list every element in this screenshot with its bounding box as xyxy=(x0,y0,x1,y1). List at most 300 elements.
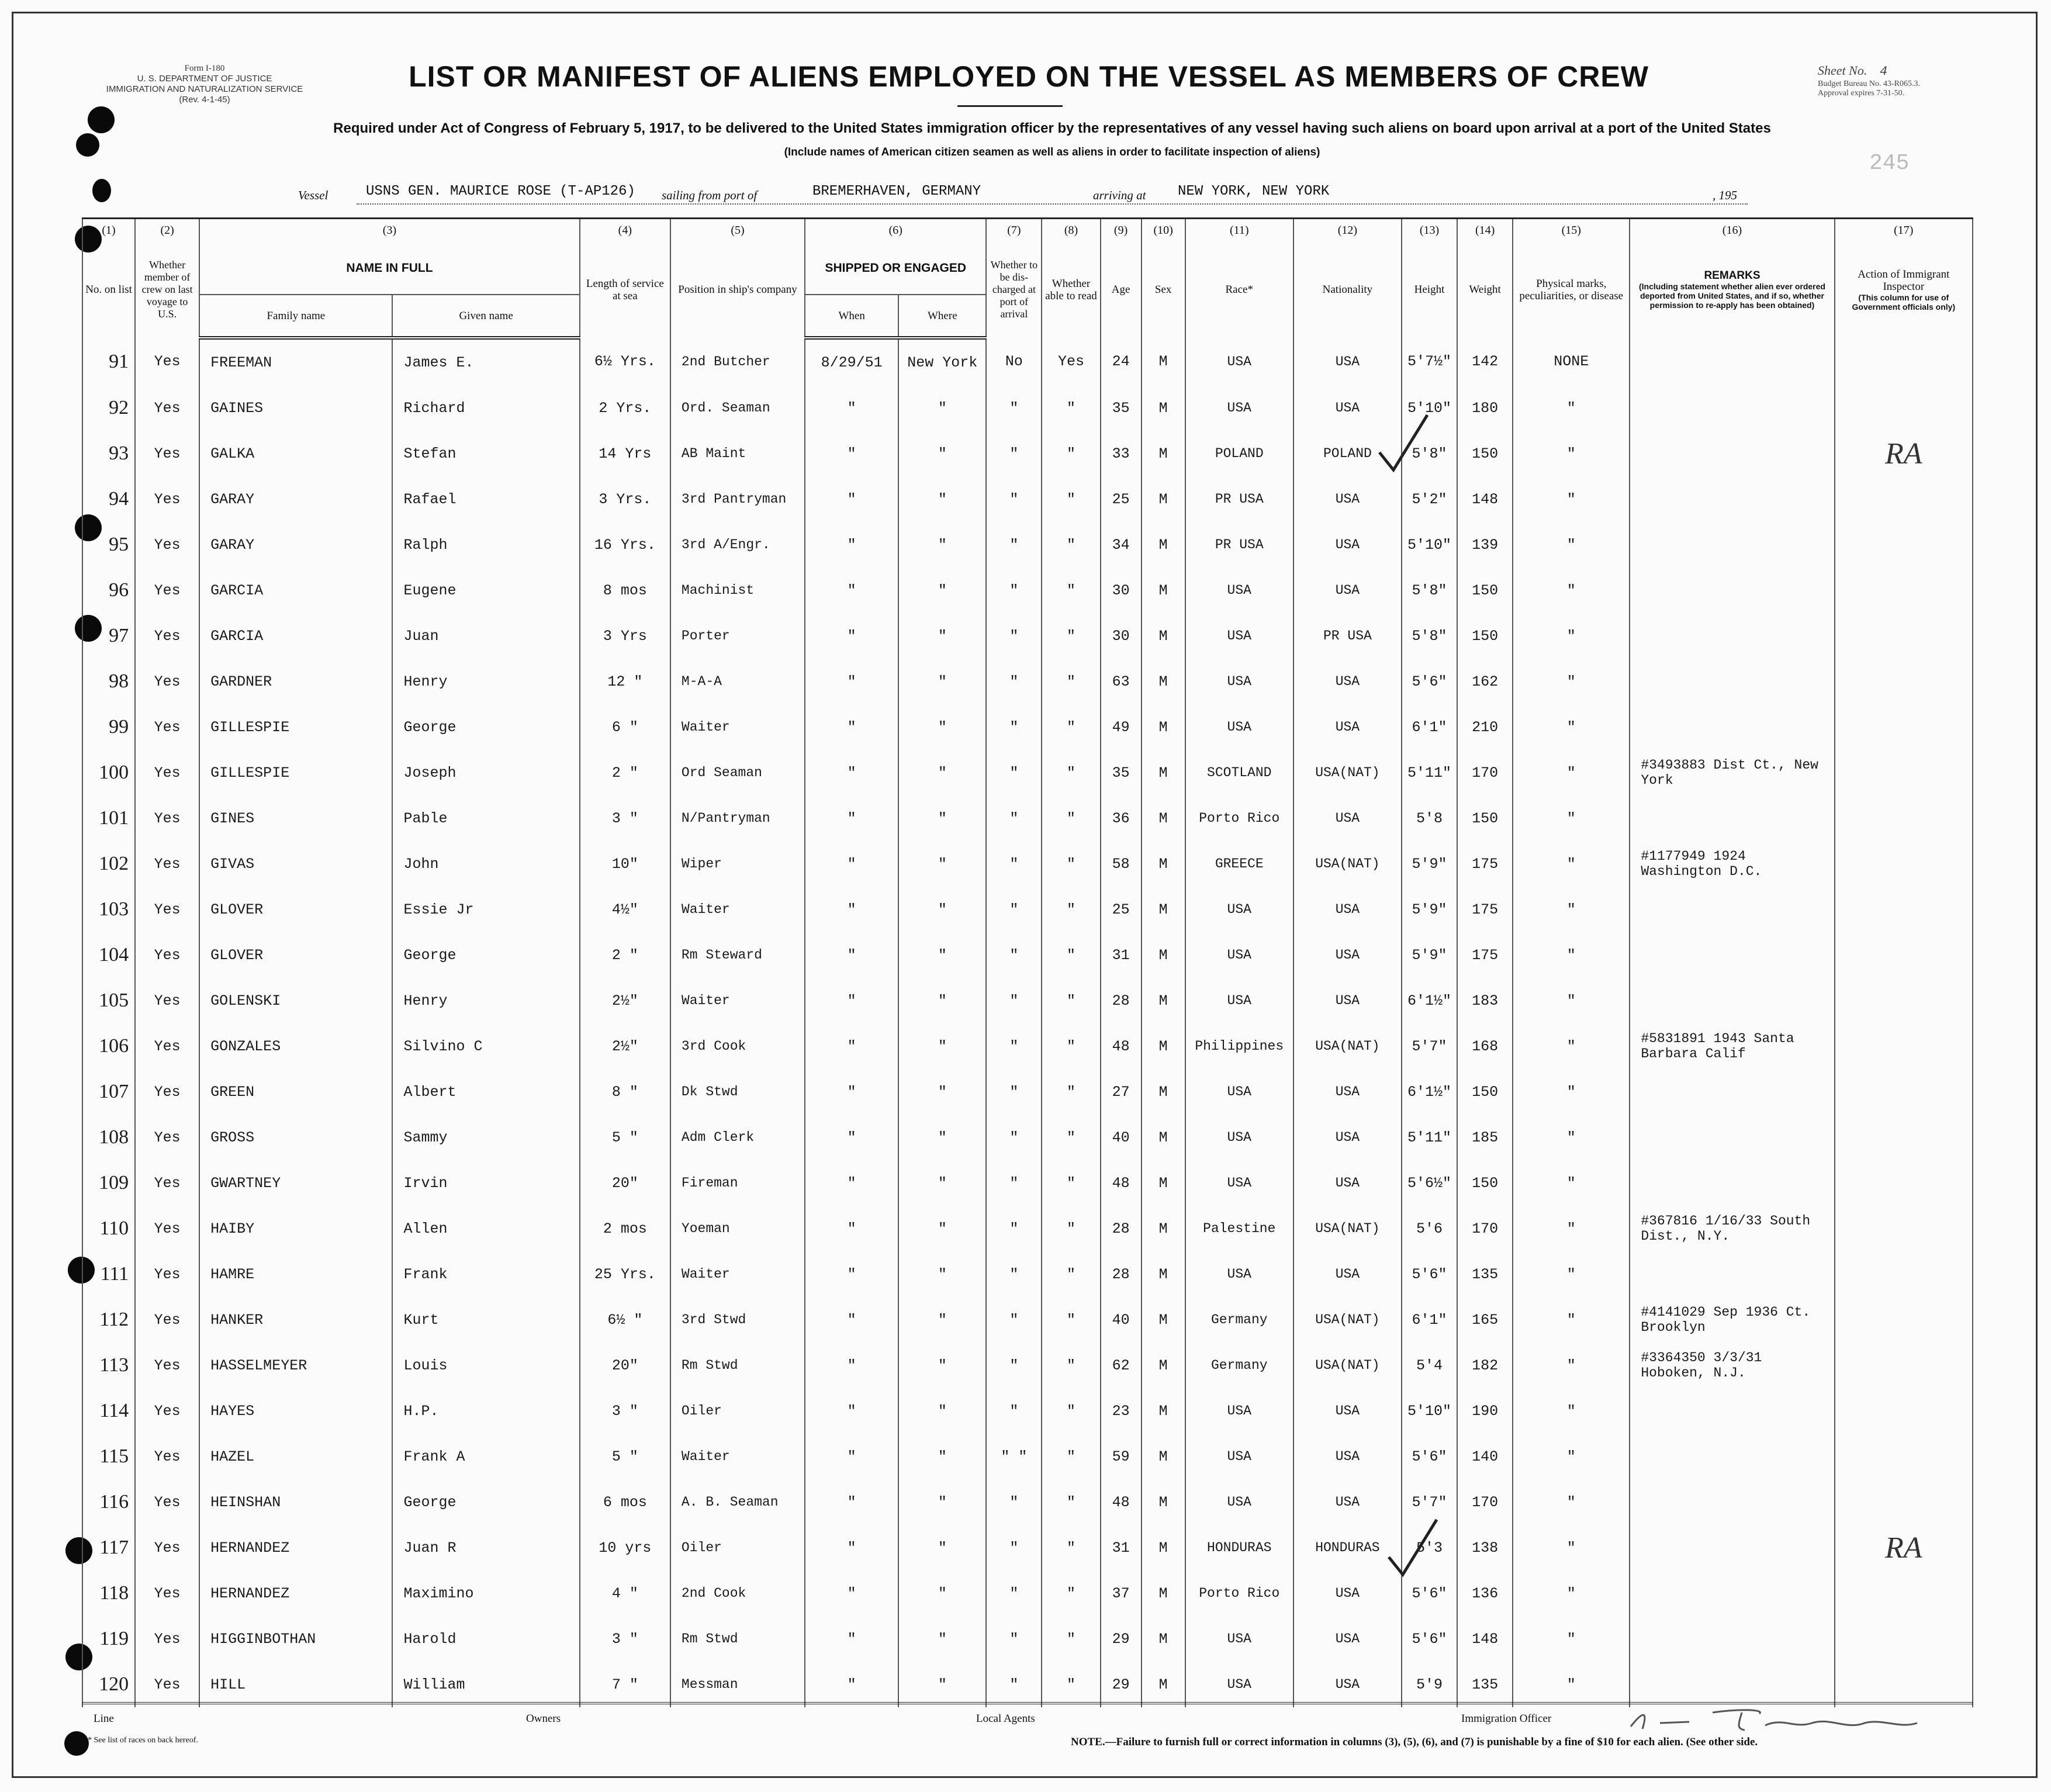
sailing-label: sailing from port of xyxy=(662,188,758,202)
cell-position: Oiler xyxy=(670,1388,805,1434)
cell-discharged: " xyxy=(986,1525,1042,1570)
cell-physical-marks: " xyxy=(1513,385,1630,431)
cell-shipped-where: " xyxy=(898,522,986,568)
cell-inspector-action xyxy=(1835,1570,1973,1616)
table-row xyxy=(82,887,1973,932)
cell-able-to-read: " xyxy=(1042,522,1100,568)
cell-last-voyage: Yes xyxy=(135,613,199,659)
cell-row-number: 109 xyxy=(82,1160,135,1206)
cell-age: 31 xyxy=(1101,932,1142,978)
table-row xyxy=(82,522,1973,568)
cell-age: 28 xyxy=(1101,1251,1142,1297)
cell-given-name: John xyxy=(392,841,579,887)
cell-shipped-where: " xyxy=(898,1160,986,1206)
cell-weight: 150 xyxy=(1457,1160,1513,1206)
table-row xyxy=(82,841,1973,887)
cell-position: Ord. Seaman xyxy=(670,385,805,431)
table-row xyxy=(82,704,1973,750)
cell-weight: 139 xyxy=(1457,522,1513,568)
table-row xyxy=(82,1297,1973,1343)
officer-signature xyxy=(1625,1705,1929,1735)
cell-able-to-read: " xyxy=(1042,1297,1100,1343)
cell-sex: M xyxy=(1142,613,1185,659)
cell-sex: M xyxy=(1142,1388,1185,1434)
cell-physical-marks: " xyxy=(1513,522,1630,568)
cell-race: USA xyxy=(1185,1434,1293,1479)
cell-remarks xyxy=(1630,385,1834,431)
cell-remarks xyxy=(1630,887,1834,932)
cell-inspector-action xyxy=(1835,750,1973,795)
cell-discharged: " xyxy=(986,1206,1042,1251)
cell-position: Waiter xyxy=(670,978,805,1023)
cell-shipped-when: " xyxy=(805,1115,898,1160)
cell-discharged: " " xyxy=(986,1434,1042,1479)
cell-height: 5'7½" xyxy=(1402,338,1457,385)
header-weight: Weight xyxy=(1457,241,1513,338)
col-num: (14) xyxy=(1457,219,1513,242)
cell-discharged: " xyxy=(986,476,1042,522)
cell-weight: 170 xyxy=(1457,1206,1513,1251)
cell-shipped-where: " xyxy=(898,1616,986,1662)
cell-inspector-action xyxy=(1835,385,1973,431)
cell-height: 5'6" xyxy=(1402,1434,1457,1479)
cell-family-name: HAYES xyxy=(199,1388,392,1434)
cell-discharged: " xyxy=(986,978,1042,1023)
cell-able-to-read: " xyxy=(1042,932,1100,978)
cell-able-to-read: " xyxy=(1042,568,1100,613)
cell-remarks xyxy=(1630,1662,1834,1707)
cell-shipped-when: " xyxy=(805,568,898,613)
cell-physical-marks: " xyxy=(1513,1297,1630,1343)
cell-length-of-service: 12 " xyxy=(580,659,670,704)
cell-last-voyage: Yes xyxy=(135,431,199,476)
punch-hole xyxy=(88,106,115,133)
cell-last-voyage: Yes xyxy=(135,1206,199,1251)
cell-weight: 165 xyxy=(1457,1297,1513,1343)
cell-given-name: Joseph xyxy=(392,750,579,795)
cell-physical-marks: " xyxy=(1513,932,1630,978)
table-row xyxy=(82,385,1973,431)
cell-height: 5'7" xyxy=(1402,1023,1457,1069)
revision: (Rev. 4-1-45) xyxy=(179,95,230,105)
cell-nationality: USA xyxy=(1293,1069,1402,1115)
cell-family-name: GREEN xyxy=(199,1069,392,1115)
cell-race: Philippines xyxy=(1185,1023,1293,1069)
cell-family-name: FREEMAN xyxy=(199,338,392,385)
cell-able-to-read: " xyxy=(1042,1115,1100,1160)
cell-able-to-read: " xyxy=(1042,476,1100,522)
cell-height: 6'1½" xyxy=(1402,978,1457,1023)
cell-given-name: George xyxy=(392,704,579,750)
cell-able-to-read: " xyxy=(1042,1343,1100,1388)
cell-family-name: GALKA xyxy=(199,431,392,476)
cell-sex: M xyxy=(1142,1525,1185,1570)
cell-family-name: GLOVER xyxy=(199,887,392,932)
cell-last-voyage: Yes xyxy=(135,385,199,431)
cell-family-name: GARCIA xyxy=(199,613,392,659)
cell-physical-marks: " xyxy=(1513,978,1630,1023)
departure-port: BREMERHAVEN, GERMANY xyxy=(812,184,981,199)
cell-able-to-read: " xyxy=(1042,1434,1100,1479)
cell-given-name: Frank A xyxy=(392,1434,579,1479)
cell-physical-marks: " xyxy=(1513,704,1630,750)
cell-discharged: " xyxy=(986,1251,1042,1297)
cell-length-of-service: 6 mos xyxy=(580,1479,670,1525)
table-row xyxy=(82,431,1973,476)
cell-height: 5'6½" xyxy=(1402,1160,1457,1206)
cell-length-of-service: 5 " xyxy=(580,1434,670,1479)
cell-remarks xyxy=(1630,1570,1834,1616)
cell-given-name: Maximino xyxy=(392,1570,579,1616)
cell-race: USA xyxy=(1185,1388,1293,1434)
cell-shipped-when: " xyxy=(805,1525,898,1570)
cell-last-voyage: Yes xyxy=(135,1388,199,1434)
cell-shipped-when: " xyxy=(805,1343,898,1388)
cell-length-of-service: 3 Yrs xyxy=(580,613,670,659)
cell-row-number: 118 xyxy=(82,1570,135,1616)
cell-position: Dk Stwd xyxy=(670,1069,805,1115)
cell-discharged: " xyxy=(986,750,1042,795)
cell-length-of-service: 5 " xyxy=(580,1115,670,1160)
cell-last-voyage: Yes xyxy=(135,1160,199,1206)
cell-discharged: No xyxy=(986,338,1042,385)
cell-age: 30 xyxy=(1101,613,1142,659)
cell-shipped-where: " xyxy=(898,1525,986,1570)
cell-nationality: USA xyxy=(1293,795,1402,841)
cell-given-name: H.P. xyxy=(392,1388,579,1434)
table-row xyxy=(82,795,1973,841)
cell-position: 3rd A/Engr. xyxy=(670,522,805,568)
cell-row-number: 92 xyxy=(82,385,135,431)
cell-physical-marks: " xyxy=(1513,1206,1630,1251)
cell-position: Rm Stwd xyxy=(670,1616,805,1662)
cell-shipped-when: " xyxy=(805,1251,898,1297)
cell-height: 5'6" xyxy=(1402,659,1457,704)
cell-shipped-where: " xyxy=(898,978,986,1023)
cell-last-voyage: Yes xyxy=(135,1662,199,1707)
cell-inspector-action xyxy=(1835,1297,1973,1343)
cell-able-to-read: " xyxy=(1042,659,1100,704)
cell-weight: 175 xyxy=(1457,841,1513,887)
cell-shipped-when: " xyxy=(805,613,898,659)
cell-weight: 170 xyxy=(1457,750,1513,795)
cell-weight: 150 xyxy=(1457,795,1513,841)
cell-position: 3rd Pantryman xyxy=(670,476,805,522)
cell-row-number: 106 xyxy=(82,1023,135,1069)
header-nationality: Nationality xyxy=(1293,241,1402,338)
col-num: (4) xyxy=(580,219,670,242)
cell-race: USA xyxy=(1185,1662,1293,1707)
cell-last-voyage: Yes xyxy=(135,932,199,978)
vessel-underline xyxy=(357,203,1748,205)
footer-rule xyxy=(82,1702,1973,1704)
cell-remarks: #367816 1/16/33 South Dist., N.Y. xyxy=(1630,1206,1834,1251)
cell-race: USA xyxy=(1185,385,1293,431)
cell-family-name: GARAY xyxy=(199,476,392,522)
cell-discharged: " xyxy=(986,1570,1042,1616)
cell-nationality: USA xyxy=(1293,385,1402,431)
table-row xyxy=(82,1251,1973,1297)
cell-height: 5'11" xyxy=(1402,750,1457,795)
cell-shipped-when: " xyxy=(805,978,898,1023)
cell-family-name: GLOVER xyxy=(199,932,392,978)
cell-able-to-read: " xyxy=(1042,385,1100,431)
cell-given-name: Kurt xyxy=(392,1297,579,1343)
cell-row-number: 102 xyxy=(82,841,135,887)
cell-height: 5'9 xyxy=(1402,1662,1457,1707)
table-row xyxy=(82,1662,1973,1707)
cell-discharged: " xyxy=(986,1479,1042,1525)
subtitle: Required under Act of Congress of February 5, 1917, to be delivered to the United States immigration officer by the representatives of any vessel having such aliens on board upon arrival at a port of the United States xyxy=(333,120,1771,136)
form-info xyxy=(99,63,310,105)
cell-shipped-where: " xyxy=(898,1297,986,1343)
cell-row-number: 114 xyxy=(82,1388,135,1434)
header-remarks-note: (Including statement whether alien ever ordered deported from United States, and if so, whether permission to re-apply has been obtained) xyxy=(1638,282,1825,310)
cell-shipped-where: " xyxy=(898,1662,986,1707)
cell-age: 37 xyxy=(1101,1570,1142,1616)
cell-inspector-action xyxy=(1835,1023,1973,1069)
cell-family-name: GOLENSKI xyxy=(199,978,392,1023)
cell-weight: 136 xyxy=(1457,1570,1513,1616)
col-num: (11) xyxy=(1185,219,1293,242)
cell-nationality: USA(NAT) xyxy=(1293,1297,1402,1343)
cell-row-number: 108 xyxy=(82,1115,135,1160)
cell-family-name: GARCIA xyxy=(199,568,392,613)
cell-able-to-read: " xyxy=(1042,795,1100,841)
cell-height: 5'6 xyxy=(1402,1206,1457,1251)
cell-last-voyage: Yes xyxy=(135,1570,199,1616)
cell-nationality: USA xyxy=(1293,1388,1402,1434)
cell-race: USA xyxy=(1185,1115,1293,1160)
cell-shipped-when: " xyxy=(805,385,898,431)
cell-family-name: HAMRE xyxy=(199,1251,392,1297)
cell-shipped-when: " xyxy=(805,932,898,978)
cell-shipped-when: " xyxy=(805,476,898,522)
cell-race: SCOTLAND xyxy=(1185,750,1293,795)
cell-length-of-service: 4½" xyxy=(580,887,670,932)
cell-shipped-when: " xyxy=(805,1388,898,1434)
cell-race: PR USA xyxy=(1185,522,1293,568)
cell-height: 5'6" xyxy=(1402,1251,1457,1297)
cell-discharged: " xyxy=(986,1115,1042,1160)
cell-able-to-read: " xyxy=(1042,1616,1100,1662)
cell-row-number: 96 xyxy=(82,568,135,613)
cell-length-of-service: 2½" xyxy=(580,978,670,1023)
cell-nationality: USA xyxy=(1293,887,1402,932)
cell-length-of-service: 4 " xyxy=(580,1570,670,1616)
cell-remarks xyxy=(1630,568,1834,613)
cell-height: 5'11" xyxy=(1402,1115,1457,1160)
col-num: (13) xyxy=(1402,219,1457,242)
cell-family-name: GILLESPIE xyxy=(199,704,392,750)
cell-length-of-service: 2 mos xyxy=(580,1206,670,1251)
cell-shipped-where: " xyxy=(898,750,986,795)
cell-shipped-where: " xyxy=(898,385,986,431)
cell-age: 48 xyxy=(1101,1023,1142,1069)
cell-inspector-action xyxy=(1835,704,1973,750)
cell-able-to-read: " xyxy=(1042,1160,1100,1206)
cell-able-to-read: " xyxy=(1042,1479,1100,1525)
cell-race: USA xyxy=(1185,1251,1293,1297)
header-discharged: Whether to be dis-charged at port of arrival xyxy=(986,241,1042,338)
cell-given-name: Harold xyxy=(392,1616,579,1662)
cell-length-of-service: 2½" xyxy=(580,1023,670,1069)
cell-row-number: 95 xyxy=(82,522,135,568)
cell-height: 5'9" xyxy=(1402,932,1457,978)
cell-row-number: 119 xyxy=(82,1616,135,1662)
cell-position: Waiter xyxy=(670,1251,805,1297)
cell-length-of-service: 3 " xyxy=(580,795,670,841)
cell-length-of-service: 2 Yrs. xyxy=(580,385,670,431)
table-row xyxy=(82,1570,1973,1616)
header-row xyxy=(82,241,1973,295)
cell-given-name: Allen xyxy=(392,1206,579,1251)
cell-last-voyage: Yes xyxy=(135,568,199,613)
header-race: Race* xyxy=(1185,241,1293,338)
cell-race: Germany xyxy=(1185,1343,1293,1388)
cell-sex: M xyxy=(1142,704,1185,750)
cell-weight: 150 xyxy=(1457,613,1513,659)
cell-sex: M xyxy=(1142,887,1185,932)
table-row xyxy=(82,338,1973,385)
cell-race: USA xyxy=(1185,338,1293,385)
cell-inspector-action xyxy=(1835,1479,1973,1525)
table-row xyxy=(82,659,1973,704)
cell-shipped-where: " xyxy=(898,659,986,704)
cell-discharged: " xyxy=(986,1343,1042,1388)
cell-height: 5'8" xyxy=(1402,568,1457,613)
cell-weight: 183 xyxy=(1457,978,1513,1023)
cell-inspector-action xyxy=(1835,338,1973,385)
cell-last-voyage: Yes xyxy=(135,1343,199,1388)
cell-weight: 148 xyxy=(1457,1616,1513,1662)
cell-inspector-action xyxy=(1835,1662,1973,1707)
cell-given-name: George xyxy=(392,1479,579,1525)
cell-age: 29 xyxy=(1101,1616,1142,1662)
cell-shipped-when: " xyxy=(805,1206,898,1251)
cell-nationality: USA xyxy=(1293,1570,1402,1616)
cell-discharged: " xyxy=(986,704,1042,750)
cell-last-voyage: Yes xyxy=(135,841,199,887)
cell-discharged: " xyxy=(986,1662,1042,1707)
cell-given-name: Eugene xyxy=(392,568,579,613)
cell-position: Machinist xyxy=(670,568,805,613)
cell-nationality: USA(NAT) xyxy=(1293,1023,1402,1069)
cell-race: USA xyxy=(1185,887,1293,932)
cell-able-to-read: " xyxy=(1042,750,1100,795)
cell-remarks: #4141029 Sep 1936 Ct. Brooklyn xyxy=(1630,1297,1834,1343)
cell-able-to-read: " xyxy=(1042,613,1100,659)
table-row xyxy=(82,1115,1973,1160)
header-when: When xyxy=(805,295,898,338)
cell-discharged: " xyxy=(986,1069,1042,1115)
cell-race: GREECE xyxy=(1185,841,1293,887)
cell-nationality: POLAND xyxy=(1293,431,1402,476)
cell-race: USA xyxy=(1185,659,1293,704)
cell-weight: 162 xyxy=(1457,659,1513,704)
table-row xyxy=(82,750,1973,795)
cell-nationality: USA xyxy=(1293,1160,1402,1206)
cell-discharged: " xyxy=(986,1616,1042,1662)
cell-given-name: George xyxy=(392,932,579,978)
budget-bureau: Budget Bureau No. 43-R065.3. xyxy=(1818,79,1920,88)
table-row xyxy=(82,1525,1973,1570)
cell-sex: M xyxy=(1142,1616,1185,1662)
cell-family-name: HAIBY xyxy=(199,1206,392,1251)
cell-weight: 185 xyxy=(1457,1115,1513,1160)
cell-weight: 168 xyxy=(1457,1023,1513,1069)
cell-physical-marks: " xyxy=(1513,1525,1630,1570)
cell-able-to-read: " xyxy=(1042,1570,1100,1616)
cell-race: USA xyxy=(1185,1069,1293,1115)
cell-sex: M xyxy=(1142,1297,1185,1343)
cell-physical-marks: " xyxy=(1513,795,1630,841)
cell-race: USA xyxy=(1185,1160,1293,1206)
cell-given-name: Richard xyxy=(392,385,579,431)
cell-last-voyage: Yes xyxy=(135,522,199,568)
cell-given-name: Juan xyxy=(392,613,579,659)
table-row xyxy=(82,1343,1973,1388)
penalty-note: NOTE.—Failure to furnish full or correct information in columns (3), (5), (6), and (7) is punishable by a fine of $10 for each alien. (See other side. xyxy=(1071,1736,1758,1748)
cell-able-to-read: " xyxy=(1042,1023,1100,1069)
cell-family-name: HASSELMEYER xyxy=(199,1343,392,1388)
cell-length-of-service: 20" xyxy=(580,1343,670,1388)
arriving-label: arriving at xyxy=(1093,188,1146,202)
cell-weight: 175 xyxy=(1457,887,1513,932)
cell-weight: 182 xyxy=(1457,1343,1513,1388)
cell-discharged: " xyxy=(986,1297,1042,1343)
cell-row-number: 111 xyxy=(82,1251,135,1297)
year-label: , 195 xyxy=(1713,188,1737,202)
cell-remarks xyxy=(1630,795,1834,841)
cell-inspector-action xyxy=(1835,613,1973,659)
cell-able-to-read: " xyxy=(1042,841,1100,887)
cell-length-of-service: 2 " xyxy=(580,750,670,795)
cell-remarks xyxy=(1630,613,1834,659)
cell-discharged: " xyxy=(986,887,1042,932)
cell-age: 23 xyxy=(1101,1388,1142,1434)
cell-nationality: USA xyxy=(1293,1434,1402,1479)
cell-last-voyage: Yes xyxy=(135,1251,199,1297)
cell-able-to-read: " xyxy=(1042,887,1100,932)
cell-shipped-when: " xyxy=(805,1662,898,1707)
cell-sex: M xyxy=(1142,1115,1185,1160)
cell-length-of-service: 2 " xyxy=(580,932,670,978)
cell-given-name: Henry xyxy=(392,978,579,1023)
cell-family-name: GONZALES xyxy=(199,1023,392,1069)
cell-shipped-where: " xyxy=(898,841,986,887)
cell-sex: M xyxy=(1142,1662,1185,1707)
cell-given-name: Rafael xyxy=(392,476,579,522)
cell-physical-marks: " xyxy=(1513,1616,1630,1662)
cell-age: 33 xyxy=(1101,431,1142,476)
table-row xyxy=(82,1479,1973,1525)
cell-inspector-action xyxy=(1835,1434,1973,1479)
table-row xyxy=(82,978,1973,1023)
cell-age: 28 xyxy=(1101,1206,1142,1251)
cell-nationality: USA xyxy=(1293,1251,1402,1297)
cell-last-voyage: Yes xyxy=(135,1434,199,1479)
cell-shipped-where: New York xyxy=(898,338,986,385)
cell-sex: M xyxy=(1142,1251,1185,1297)
cell-position: Fireman xyxy=(670,1160,805,1206)
cell-position: M-A-A xyxy=(670,659,805,704)
cell-height: 5'9" xyxy=(1402,841,1457,887)
cell-sex: M xyxy=(1142,1343,1185,1388)
header-inspector-title: Action of Immigrant Inspector xyxy=(1858,268,1950,293)
cell-nationality: USA xyxy=(1293,476,1402,522)
cell-position: Ord Seaman xyxy=(670,750,805,795)
